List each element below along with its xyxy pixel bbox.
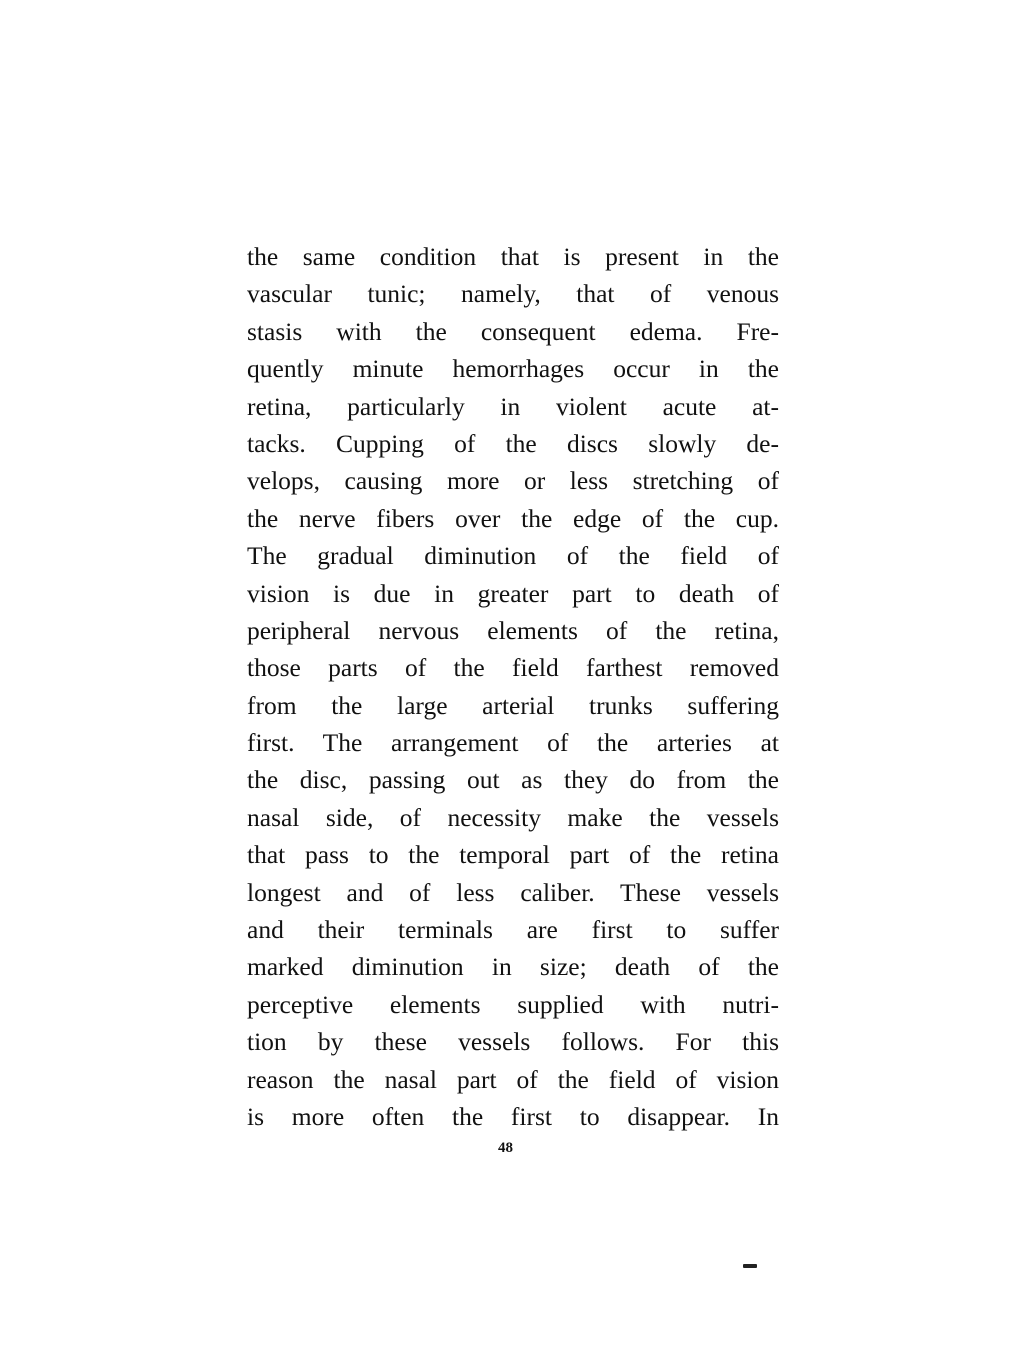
text-line: the same condition that is present in the [247,242,779,271]
text-line: that pass to the temporal part of the retina [247,840,779,870]
text-line: the nerve fibers over the edge of the cup. [247,503,779,533]
body-text [247,238,779,1135]
text-line: peripheral nervous elements of the retina, [247,615,779,645]
text-line: The gradual diminution of the field of [247,541,779,571]
text-line: vascular tunic; namely, that of venous [247,279,779,309]
text-line: those parts of the field farthest removed [247,653,779,683]
text-line: tacks. Cupping of the discs slowly de- [247,428,779,458]
text-line: retina, particularly in violent acute at- [247,391,779,421]
text-line: stasis with the consequent edema. Fre- [247,316,779,346]
text-line: marked diminution in size; death of the [247,952,779,982]
text-line: velops, causing more or less stretching of [247,466,779,496]
text-line: reason the nasal part of the field of vision [247,1064,779,1094]
text-line: tion by these vessels follows. For this [247,1027,779,1057]
text-line: is more often the first to disappear. In [247,1101,779,1131]
text-line: first. The arrangement of the arteries at [247,728,779,758]
page-number: 48 [498,1140,513,1156]
text-line: longest and of less caliber. These vessels [247,877,779,907]
text-line: vision is due in greater part to death of [247,578,779,608]
text-line: quently minute hemorrhages occur in the [247,354,779,384]
scan-mark [743,1264,757,1268]
text-line: the disc, passing out as they do from the [247,765,779,795]
text-line: perceptive elements supplied with nutri- [247,989,779,1019]
text-line: nasal side, of necessity make the vessels [247,802,779,832]
text-line: and their terminals are first to suffer [247,915,779,945]
text-line: from the large arterial trunks suffering [247,690,779,720]
